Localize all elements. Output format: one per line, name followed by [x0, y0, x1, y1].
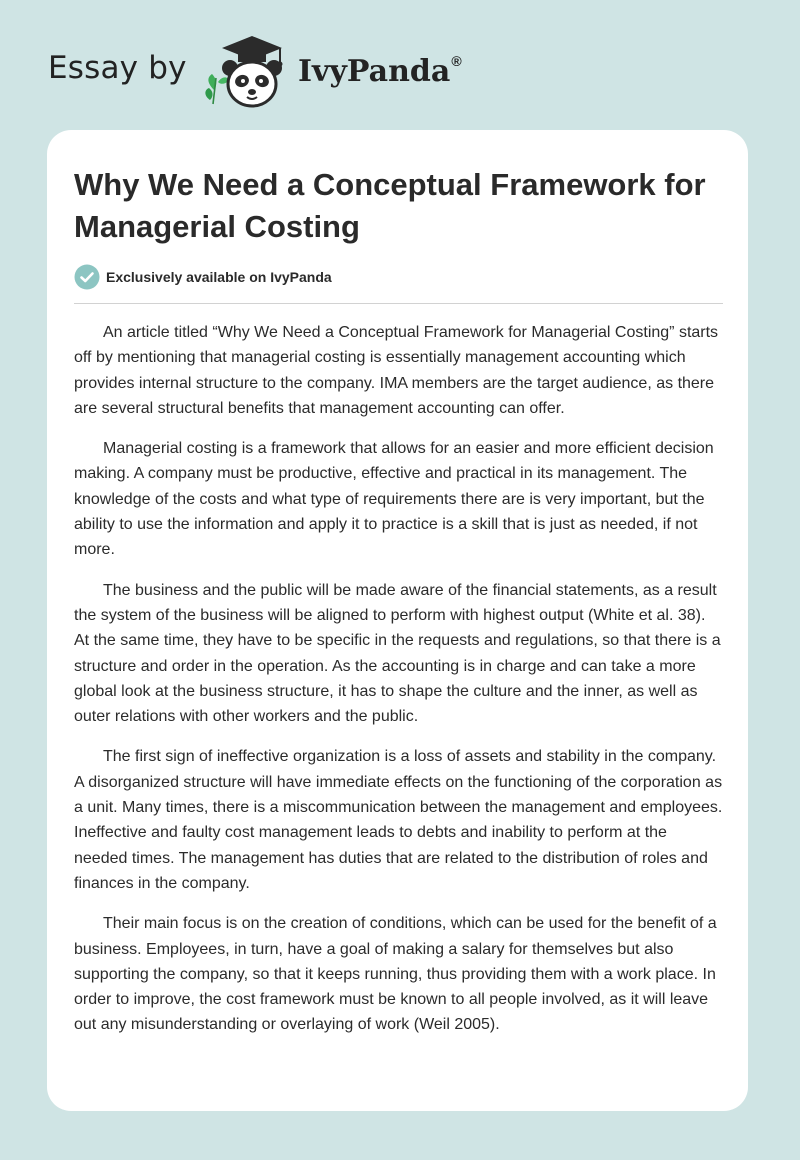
- ivy-leaf-icon: [205, 74, 229, 104]
- panda-graduate-logo-icon: [200, 34, 296, 110]
- essay-body: [74, 320, 724, 1053]
- site-header: [0, 0, 800, 130]
- check-circle-icon: [74, 264, 100, 290]
- registered-mark: ®: [451, 53, 462, 69]
- essay-paragraph: The business and the public will be made aware of the financial statements, as a result the system of the business will be aligned to perform with highest output (White et al. 38). At the same time, they have to be specific in the requests and regulations, so that there is a structure and order in the operation. As the accounting is in charge and can take a more global look at the business structure, it has to shape the culture and the inner, as well as outer relations with other workers and the public.: [74, 581, 721, 726]
- title-divider: [74, 303, 723, 304]
- essay-paragraph: An article titled “Why We Need a Conceptual Framework for Managerial Costing” starts off by mentioning that managerial costing is essentially management accounting which provides internal structure to the company. IMA members are the target audience, as there are several structural benefits that management accounting can offer.: [74, 324, 719, 417]
- brand-name-text: IvyPanda: [298, 54, 451, 89]
- essay-title: Why We Need a Conceptual Framework for Managerial Costing: [74, 167, 706, 244]
- exclusive-badge: [74, 264, 332, 290]
- exclusive-badge-text: Exclusively available on IvyPanda: [106, 269, 332, 285]
- essay-paragraph: Their main focus is on the creation of conditions, which can be used for the benefit of a business. Employees, in turn, have a goal of making a salary for themselves but also supporting the company, so that it keeps running, thus providing them with a work place. In order to improve, the cost framework must be known to all people involved, as it will leave out any misunderstanding or overlaying of work (Weil 2005).: [74, 915, 717, 1034]
- essay-by-label: Essay by: [48, 50, 187, 86]
- essay-card: [47, 130, 748, 1111]
- brand-name: [298, 53, 462, 89]
- essay-paragraph: The first sign of ineffective organization is a loss of assets and stability in the company. A disorganized structure will have immediate effects on the functioning of the corporation as a unit. Many times, there is a miscommunication between the management and employees. Ineffective and faulty cost management leads to debts and inability to perform at the needed times. The management has duties that are related to the distribution of roles and finances in the company.: [74, 748, 723, 892]
- essay-paragraph: Managerial costing is a framework that allows for an easier and more efficient decision making. A company must be productive, effective and practical in its management. The knowledge of the costs and what type of requirements there are is very important, but the ability to use the information and apply it to practice is a skill that is just as needed, if not more.: [74, 440, 714, 559]
